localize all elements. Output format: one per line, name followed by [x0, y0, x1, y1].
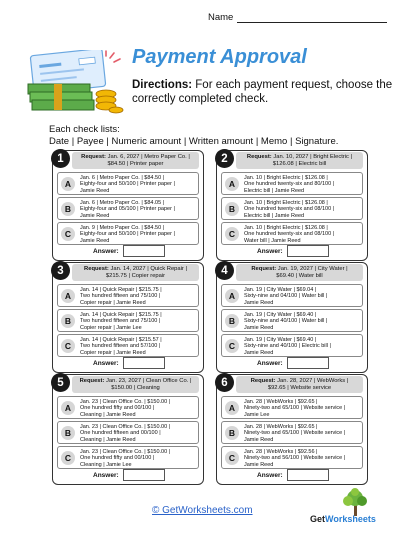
answer-box[interactable] — [287, 469, 329, 481]
option-letter: B — [61, 202, 75, 216]
answer-row — [93, 469, 165, 481]
answer-row — [257, 469, 329, 481]
option-letter: C — [225, 451, 239, 465]
check-fields-note — [49, 124, 338, 148]
problem-number: 3 — [51, 261, 70, 280]
payment-request — [72, 376, 199, 393]
check-line: One hundred twenty-six and 80/100 | — [244, 181, 335, 188]
check-line: Ninety-two and 65/100 | Website service | — [244, 430, 346, 437]
answer-row — [257, 357, 329, 369]
option-letter: B — [61, 314, 75, 328]
check-line: Jan. 6 | Metro Paper Co. | $84.05 | — [80, 199, 165, 206]
check-details — [244, 399, 359, 419]
answer-label: Answer: — [257, 359, 283, 367]
request-line-1: Jan. 6, 2027 | Metro Paper Co. | — [105, 153, 190, 160]
answer-box[interactable] — [287, 357, 329, 369]
check-details — [244, 424, 359, 444]
option-letter: A — [61, 289, 75, 303]
problem-number: 2 — [215, 149, 234, 168]
logo-text: GetWorksheets — [310, 514, 376, 524]
name-line[interactable] — [237, 14, 387, 23]
check-line: Eighty-four and 50/100 | Printer paper | — [80, 231, 175, 238]
option-letter: A — [225, 177, 239, 191]
check-details — [80, 337, 195, 357]
option-b[interactable] — [221, 421, 363, 444]
check-details — [244, 200, 359, 220]
option-letter: A — [225, 289, 239, 303]
check-line: Eighty-four and 05/100 | Printer paper | — [80, 206, 175, 213]
check-line: Copier repair | Jamie Reed — [80, 349, 146, 356]
option-a[interactable] — [221, 284, 363, 307]
check-line: Two hundred fifteen and 75/100 | — [80, 293, 161, 300]
answer-row — [93, 245, 165, 257]
request-line-2: $69.40 | Water bill — [276, 272, 323, 279]
check-line: Electric bill | Jamie Reed — [244, 212, 305, 219]
check-line: Ninety-two and 56/100 | Website service | — [244, 455, 346, 462]
request-label: Request: — [250, 377, 276, 384]
option-c[interactable] — [221, 334, 363, 357]
check-line: Jan. 9 | Metro Paper Co. | $84.50 | — [80, 224, 165, 231]
request-line-1: Jan. 14, 2027 | Quick Repair | — [108, 265, 187, 272]
option-letter: A — [61, 401, 75, 415]
problem-1 — [52, 150, 204, 261]
problem-number: 5 — [51, 373, 70, 392]
check-line: Ninety-two and 65/100 | Website service | — [244, 405, 346, 412]
request-label: Request: — [246, 153, 272, 160]
check-line: Jan. 10 | Bright Electric | $126.08 | — [244, 199, 328, 206]
problem-number: 4 — [215, 261, 234, 280]
request-line-1: Jan. 19, 2027 | City Water | — [276, 265, 348, 272]
answer-row — [93, 357, 165, 369]
option-a[interactable] — [221, 396, 363, 419]
option-a[interactable] — [57, 284, 199, 307]
request-line-2: $150.00 | Cleaning — [111, 384, 160, 391]
check-line: Cleaning | Jamie Reed — [80, 436, 136, 443]
option-letter: A — [225, 401, 239, 415]
check-details — [244, 312, 359, 332]
problem-5 — [52, 374, 204, 485]
check-line: Sixty-nine and 40/100 | Electric bill | — [244, 343, 331, 350]
option-letter: C — [225, 227, 239, 241]
check-line: Copier repair | Jamie Lee — [80, 324, 142, 331]
answer-label: Answer: — [257, 471, 283, 479]
answer-box[interactable] — [123, 357, 165, 369]
check-line: Sixty-nine and 40/100 | Water bill | — [244, 318, 328, 325]
check-line: Two hundred fifteen and 57/100 | — [80, 343, 161, 350]
check-line: One hundred fifty and 00/100 | — [80, 455, 155, 462]
check-line: Electric bill | Jamie Reed — [244, 187, 305, 194]
check-details — [80, 200, 195, 220]
check-details — [244, 175, 359, 195]
option-letter: C — [61, 339, 75, 353]
check-line: Jan. 23 | Clean Office Co. | $150.00 | — [80, 423, 171, 430]
option-b[interactable] — [221, 197, 363, 220]
check-details — [80, 312, 195, 332]
option-letter: B — [225, 426, 239, 440]
footer-link[interactable]: © GetWorksheets.com — [152, 505, 253, 516]
option-letter: B — [61, 426, 75, 440]
check-line: One hundred fifty and 00/100 | — [80, 405, 155, 412]
problem-number: 6 — [215, 373, 234, 392]
getworksheets-logo — [310, 488, 402, 526]
check-line: Jamie Reed — [244, 349, 274, 356]
request-label: Request: — [79, 377, 105, 384]
name-field — [208, 12, 387, 23]
check-fields-list: Date | Payee | Numeric amount | Written amount | Memo | Signature. — [49, 136, 339, 147]
request-line-1: Jan. 10, 2027 | Bright Electric | — [271, 153, 353, 160]
check-line: Jamie Reed — [80, 212, 110, 219]
check-details — [244, 225, 359, 245]
check-line: Jamie Reed — [244, 436, 274, 443]
answer-label: Answer: — [93, 247, 119, 255]
check-details — [80, 175, 195, 195]
check-line: Sixty-nine and 04/100 | Water bill | — [244, 293, 328, 300]
check-line: Jamie Reed — [244, 461, 274, 468]
directions-text: For each payment request, choose the correctly completed check. — [132, 79, 393, 105]
check-details — [80, 449, 195, 469]
check-details — [80, 225, 195, 245]
option-b[interactable] — [57, 421, 199, 444]
check-line: Two hundred fifteen and 75/100 | — [80, 318, 161, 325]
problem-2 — [216, 150, 368, 261]
check-line: One hundred twenty-six and 08/100 | — [244, 231, 335, 238]
option-letter: C — [225, 339, 239, 353]
option-c[interactable] — [221, 222, 363, 245]
request-line-1: Jan. 23, 2027 | Clean Office Co. | — [104, 377, 192, 384]
request-line-2: $126.08 | Electric bill — [272, 160, 327, 167]
check-line: Jamie Reed — [80, 237, 110, 244]
check-line: Jamie Reed — [244, 324, 274, 331]
option-a[interactable] — [221, 172, 363, 195]
check-line: Jan. 19 | City Water | $69.40 | — [244, 311, 317, 318]
check-details — [244, 287, 359, 307]
option-letter: A — [61, 177, 75, 191]
answer-label: Answer: — [257, 247, 283, 255]
payment-request — [236, 264, 363, 281]
answer-box[interactable] — [287, 245, 329, 257]
page-title: Payment Approval — [132, 46, 307, 68]
option-a[interactable] — [57, 396, 199, 419]
payment-request — [236, 152, 363, 169]
option-a[interactable] — [57, 172, 199, 195]
request-label: Request: — [81, 153, 106, 160]
check-line: Cleaning | Jamie Lee — [80, 461, 132, 468]
option-b[interactable] — [57, 197, 199, 220]
answer-box[interactable] — [123, 245, 165, 257]
check-line: One hundred fifteen and 00/100 | — [80, 430, 161, 437]
check-details — [80, 287, 195, 307]
option-c[interactable] — [57, 446, 199, 469]
option-letter: B — [225, 202, 239, 216]
check-details — [80, 424, 195, 444]
check-line: Jan. 14 | Quick Repair | $215.57 | — [80, 336, 162, 343]
request-line-1: Jan. 28, 2027 | WebWorks | — [275, 377, 349, 384]
check-and-money-illustration — [26, 50, 124, 116]
check-line: Eighty-four and 50/100 | Printer paper | — [80, 181, 175, 188]
check-line: Jan. 19 | City Water | $69.04 | — [244, 286, 317, 293]
option-c[interactable] — [221, 446, 363, 469]
check-line: Cleaning | Jamie Reed — [80, 411, 136, 418]
check-details — [244, 449, 359, 469]
check-line: Jan. 10 | Bright Electric | $126.08 | — [244, 224, 328, 231]
check-line: Jan. 14 | Quick Repair | $215.75 | — [80, 311, 162, 318]
check-line: Jamie Reed — [80, 187, 110, 194]
directions-lead: Directions: — [132, 79, 193, 91]
request-line-2: $92.65 | Website service — [267, 384, 332, 391]
request-line-2: $215.75 | Copier repair — [105, 272, 166, 279]
option-c[interactable] — [57, 222, 199, 245]
option-b[interactable] — [57, 309, 199, 332]
option-b[interactable] — [221, 309, 363, 332]
check-line: Jamie Lee — [244, 411, 270, 418]
check-details — [244, 337, 359, 357]
option-c[interactable] — [57, 334, 199, 357]
request-label: Request: — [84, 265, 109, 272]
check-line: Jan. 23 | Clean Office Co. | $150.00 | — [80, 398, 171, 405]
answer-label: Answer: — [93, 359, 119, 367]
answer-label: Answer: — [93, 471, 119, 479]
check-line: Jan. 6 | Metro Paper Co. | $84.50 | — [80, 174, 165, 181]
problem-4 — [216, 262, 368, 373]
problem-number: 1 — [51, 149, 70, 168]
check-line: Jan. 14 | Quick Repair | $215.75 | — [80, 286, 162, 293]
check-line: Jan. 10 | Bright Electric | $126.08 | — [244, 174, 328, 181]
directions — [132, 78, 394, 106]
check-line: Jan. 28 | WebWorks | $92.56 | — [244, 448, 318, 455]
check-fields-intro: Each check lists: — [49, 124, 120, 135]
check-line: Jamie Reed — [244, 299, 274, 306]
check-line: Jan. 23 | Clean Office Co. | $150.00 | — [80, 448, 171, 455]
problem-3 — [52, 262, 204, 373]
option-letter: C — [61, 451, 75, 465]
payment-request — [72, 152, 199, 169]
payment-request — [72, 264, 199, 281]
payment-request — [236, 376, 363, 393]
check-line: Jan. 19 | City Water | $69.40 | — [244, 336, 317, 343]
problem-6 — [216, 374, 368, 485]
name-label: Name — [208, 12, 234, 23]
check-details — [80, 399, 195, 419]
check-line: One hundred twenty-six and 08/100 | — [244, 206, 335, 213]
option-letter: B — [225, 314, 239, 328]
answer-box[interactable] — [123, 469, 165, 481]
option-letter: C — [61, 227, 75, 241]
request-line-2: $84.50 | Printer paper — [107, 160, 164, 167]
check-line: Jan. 28 | WebWorks | $92.65 | — [244, 398, 318, 405]
answer-row — [257, 245, 329, 257]
check-line: Jan. 28 | WebWorks | $92.65 | — [244, 423, 318, 430]
check-line: Copier repair | Jamie Reed — [80, 299, 146, 306]
request-label: Request: — [251, 265, 277, 272]
check-line: Water bill | Jamie Reed — [244, 237, 301, 244]
